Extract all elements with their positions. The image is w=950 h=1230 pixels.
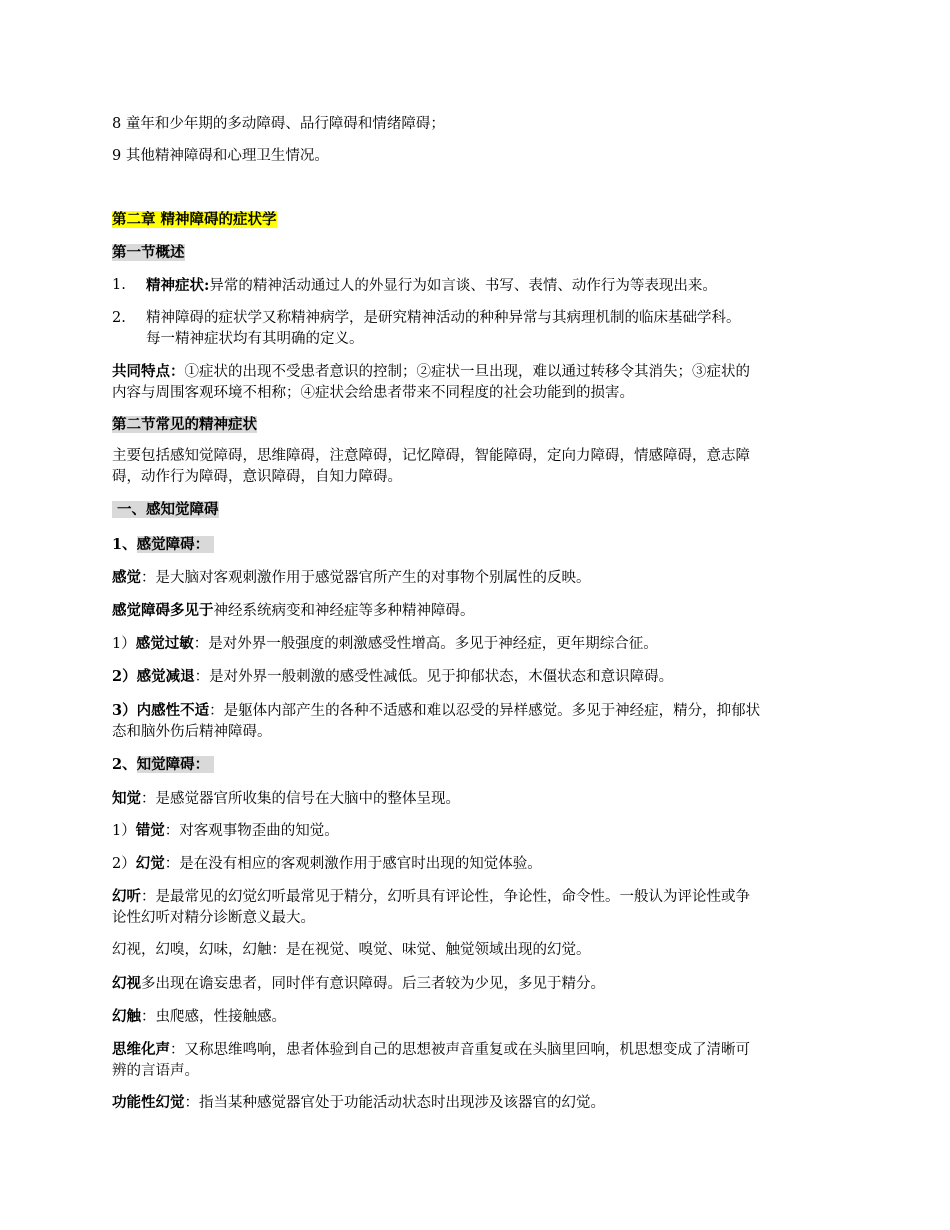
illusion-item: 1）错觉：对客观事物歪曲的知觉。 bbox=[112, 822, 339, 839]
numbered-item-1: 精神症状:异常的精神活动通过人的外显行为如言谈、书写、表情、动作行为等表现出来。 bbox=[146, 277, 717, 294]
subheading-perception-disorders: 2、知觉障碍： bbox=[112, 756, 215, 773]
sensation-disorders-note: 感觉障碍多见于神经系统病变和神经症等多种精神障碍。 bbox=[112, 602, 475, 619]
list-item-8: 8 童年和少年期的多动障碍、品行障碍和情绪障碍； bbox=[112, 116, 445, 132]
subheading-sensation-disorders: 1、感觉障碍： bbox=[112, 536, 215, 553]
thought-echo-paragraph: 思维化声：又称思维鸣响，患者体验到自己的思想被声音重复或在头脑里回响，机思想变成了清晰可 辨的言语声。 bbox=[112, 1041, 750, 1079]
chapter-title: 第二章 精神障碍的症状学 bbox=[112, 211, 277, 228]
other-hallucinations-paragraph: 幻视，幻嗅，幻味，幻触：是在视觉、嗅觉、味觉、触觉领域出现的幻觉。 bbox=[112, 942, 591, 958]
perception-definition: 知觉：是感觉器官所收集的信号在大脑中的整体呈现。 bbox=[112, 790, 460, 807]
sensation-definition: 感觉：是大脑对客观刺激作用于感觉器官所产生的对事物个别属性的反映。 bbox=[112, 569, 591, 586]
common-features-paragraph: 共同特点：①症状的出现不受患者意识的控制；②症状一旦出现，难以通过转移令其消失；③症状的 内容与周围客观环境不相称；④症状会给患者带来不同程度的社会功能到的损害。 bbox=[112, 363, 750, 401]
section-intro-paragraph: 主要包括感知觉障碍，思维障碍，注意障碍，记忆障碍，智能障碍，定向力障碍，情感障碍，意志障 碍，动作行为障碍，意识障碍，自知力障碍。 bbox=[112, 448, 750, 485]
list-item-9: 9 其他精神障碍和心理卫生情况。 bbox=[112, 148, 329, 164]
numbered-item-1-number: 1. bbox=[112, 277, 126, 293]
internal-discomfort-item: 3）内感性不适：是躯体内部产生的各种不适感和难以忍受的异样感觉。多见于神经症，精分，抑郁状 态和脑外伤后精神障碍。 bbox=[112, 702, 761, 740]
part-title-perception-disorders: 一、感知觉障碍 bbox=[112, 501, 219, 518]
hypoesthesia-item: 2）感觉减退：是对外界一般刺激的感受性减低。见于抑郁状态，木僵状态和意识障碍。 bbox=[112, 668, 674, 685]
hallucination-item: 2）幻觉：是在没有相应的客观刺激作用于感官时出现的知觉体验。 bbox=[112, 855, 542, 872]
section-title-overview: 第一节概述 bbox=[112, 244, 185, 261]
section-title-common-symptoms: 第二节常见的精神症状 bbox=[112, 416, 257, 433]
numbered-item-2-number: 2. bbox=[112, 310, 126, 326]
tactile-hallucination-paragraph: 幻触：虫爬感，性接触感。 bbox=[112, 1008, 286, 1025]
hyperesthesia-item: 1）感觉过敏：是对外界一般强度的刺激感受性增高。多见于神经症，更年期综合征。 bbox=[112, 635, 658, 652]
auditory-hallucination-paragraph: 幻听：是最常见的幻觉幻听最常见于精分，幻听具有评论性，争论性，命令性。一般认为评论性或争 论性幻听对精分诊断意义最大。 bbox=[112, 888, 750, 926]
visual-hallucination-paragraph: 幻视多出现在谵妄患者，同时伴有意识障碍。后三者较为少见，多见于精分。 bbox=[112, 975, 605, 992]
functional-hallucination-paragraph: 功能性幻觉：指当某种感觉器官处于功能活动状态时出现涉及该器官的幻觉。 bbox=[112, 1094, 605, 1111]
numbered-item-2: 精神障碍的症状学又称精神病学，是研究精神活动的种种异常与其病理机制的临床基础学科。 每一精神症状均有其明确的定义。 bbox=[146, 310, 741, 347]
